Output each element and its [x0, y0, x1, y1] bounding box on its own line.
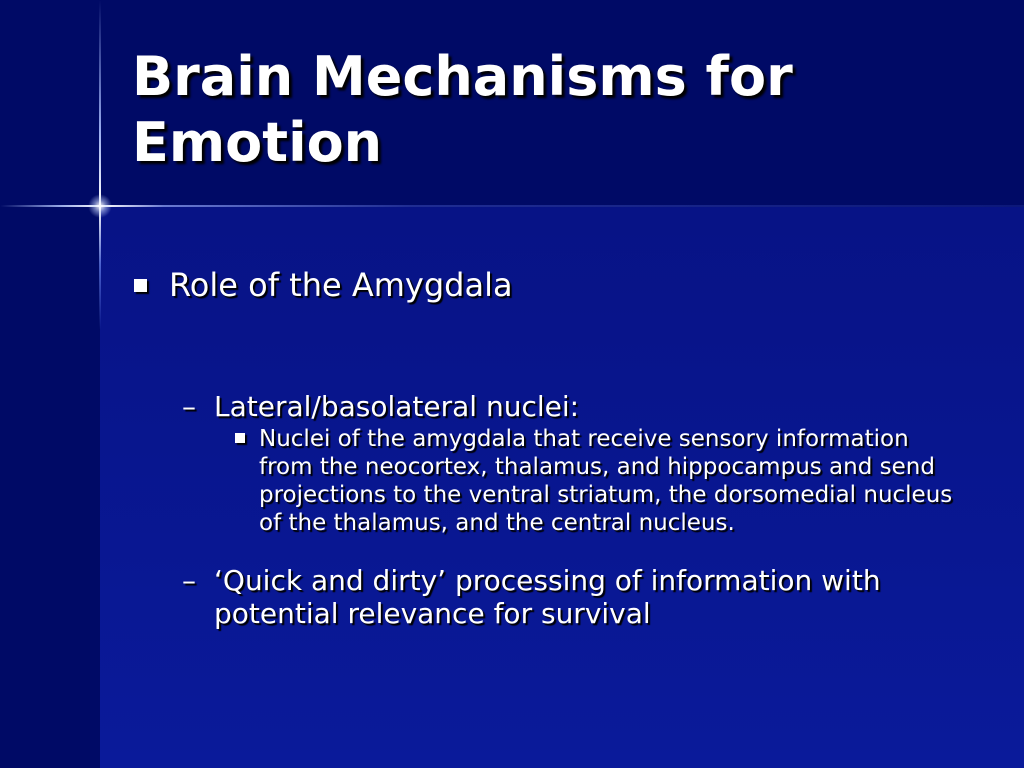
- vertical-glow-line: [99, 0, 101, 330]
- sub-bullet-item: [132, 390, 972, 423]
- sub-sub-bullet-text: Nuclei of the amygdala that receive sensory information from the neocortex, thalamus, and hippocampus and send projections to the ventral striatum, the dorsomedial nucleus of the thalamus, and the central nucleus.: [259, 426, 953, 536]
- sub-bullet-text: ‘Quick and dirty’ processing of information with potential relevance for survival: [214, 564, 881, 630]
- dash-bullet-icon: –: [182, 390, 196, 423]
- horizontal-glow-line: [0, 205, 1024, 207]
- sub-sub-bullet-item: [132, 425, 959, 537]
- bullet-item: [132, 262, 972, 308]
- sub-bullet-text: Lateral/basolateral nuclei:: [214, 390, 580, 423]
- sub-bullet-item: [132, 564, 972, 630]
- slide-body: [132, 262, 972, 630]
- square-bullet-icon: [235, 433, 245, 443]
- left-band: [0, 0, 100, 768]
- bullet-text: Role of the Amygdala: [169, 266, 513, 304]
- dash-bullet-icon: –: [182, 564, 196, 597]
- slide-title: Brain Mechanisms for Emotion: [132, 45, 793, 174]
- sparkle-icon: [88, 194, 112, 218]
- square-bullet-icon: [134, 279, 147, 292]
